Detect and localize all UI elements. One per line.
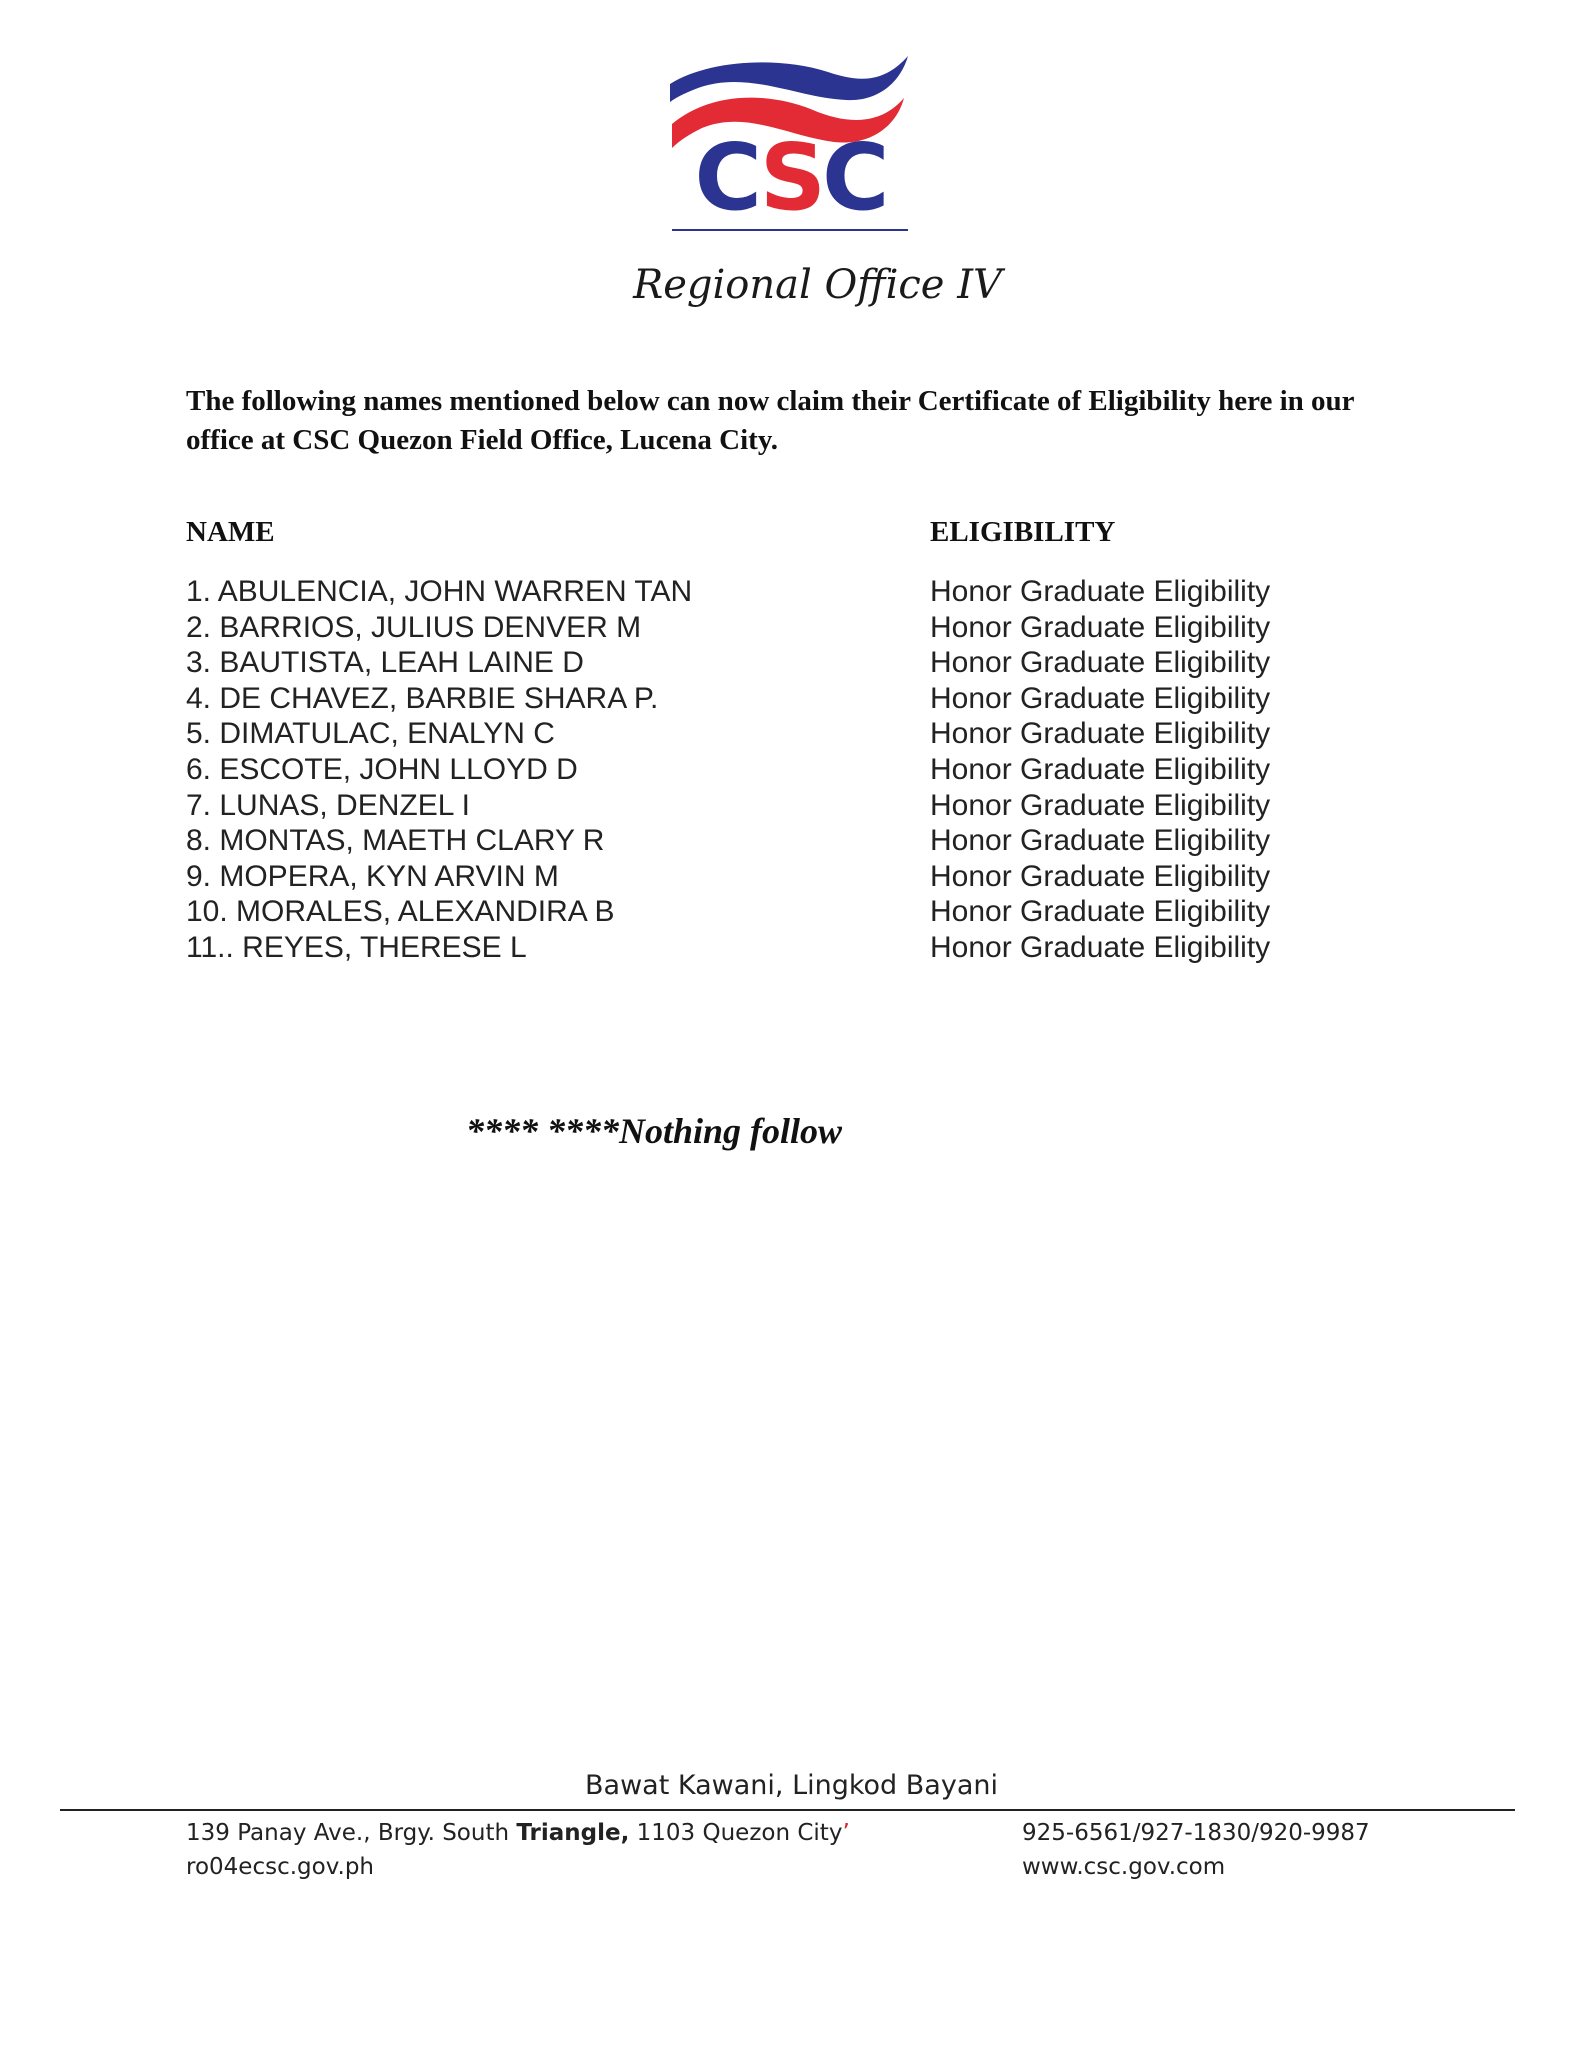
name-row: 11.. REYES, THERESE L xyxy=(186,930,527,964)
eligibility-row: Honor Graduate Eligibility xyxy=(930,681,1271,715)
eligibility-row: Honor Graduate Eligibility xyxy=(930,752,1271,786)
eligibility-row: Honor Graduate Eligibility xyxy=(930,646,1271,680)
name-column-header: NAME xyxy=(186,516,275,548)
name-row: 8. MONTAS, MAETH CLARY R xyxy=(186,824,605,858)
footer-divider xyxy=(60,1809,1515,1811)
footer-phones: 925-6561/927-1830/920-9987 xyxy=(1022,1820,1370,1846)
logo-blue-wave xyxy=(670,56,908,102)
name-row: 7. LUNAS, DENZEL I xyxy=(186,788,470,822)
eligibility-row: Honor Graduate Eligibility xyxy=(930,824,1271,858)
names-list xyxy=(186,574,692,966)
footer-address: 139 Panay Ave., Brgy. South Triangle, 1103 Quezon City’ xyxy=(186,1820,850,1846)
eligibility-row: Honor Graduate Eligibility xyxy=(930,859,1271,893)
eligibility-column-header: ELIGIBILITY xyxy=(930,516,1116,548)
logo-letter-c1: C xyxy=(694,124,760,231)
footer-email: ro04ecsc.gov.ph xyxy=(186,1854,375,1880)
logo-letter-s: S xyxy=(759,124,822,231)
notice-text: The following names mentioned below can now claim their Certificate of Eligibility here in our office at CSC Quezon Field Office, Lucena City. xyxy=(186,385,1354,456)
footer-motto: Bawat Kawani, Lingkod Bayani xyxy=(585,1770,998,1801)
logo-letter-c2: C xyxy=(821,124,886,231)
end-note: **** ****Nothing follow xyxy=(466,1111,843,1151)
eligibility-row: Honor Graduate Eligibility xyxy=(930,717,1271,751)
name-row: 3. BAUTISTA, LEAH LAINE D xyxy=(186,646,584,680)
footer-contact-right xyxy=(1022,1816,1370,1884)
office-title: Regional Office IV xyxy=(633,262,1002,308)
name-row: 1. ABULENCIA, JOHN WARREN TAN xyxy=(186,575,693,608)
logo-letters xyxy=(694,124,885,231)
eligibility-row: Honor Graduate Eligibility xyxy=(930,610,1271,644)
eligibility-row: Honor Graduate Eligibility xyxy=(930,788,1271,822)
eligibility-row: Honor Graduate Eligibility xyxy=(930,930,1271,964)
name-row: 5. DIMATULAC, ENALYN C xyxy=(186,717,555,751)
name-row: 4. DE CHAVEZ, BARBIE SHARA P. xyxy=(186,681,659,715)
csc-logo xyxy=(668,54,912,234)
footer-website: www.csc.gov.com xyxy=(1022,1854,1226,1880)
eligibility-list xyxy=(930,574,1270,966)
name-row: 10. MORALES, ALEXANDIRA B xyxy=(186,895,615,929)
name-row: 6. ESCOTE, JOHN LLOYD D xyxy=(186,752,578,786)
eligibility-row: Honor Graduate Eligibility xyxy=(930,575,1271,608)
name-row: 9. MOPERA, KYN ARVIN M xyxy=(186,859,559,893)
footer-contact-left xyxy=(186,1816,850,1884)
eligibility-row: Honor Graduate Eligibility xyxy=(930,895,1271,929)
name-row: 2. BARRIOS, JULIUS DENVER M xyxy=(186,610,642,644)
